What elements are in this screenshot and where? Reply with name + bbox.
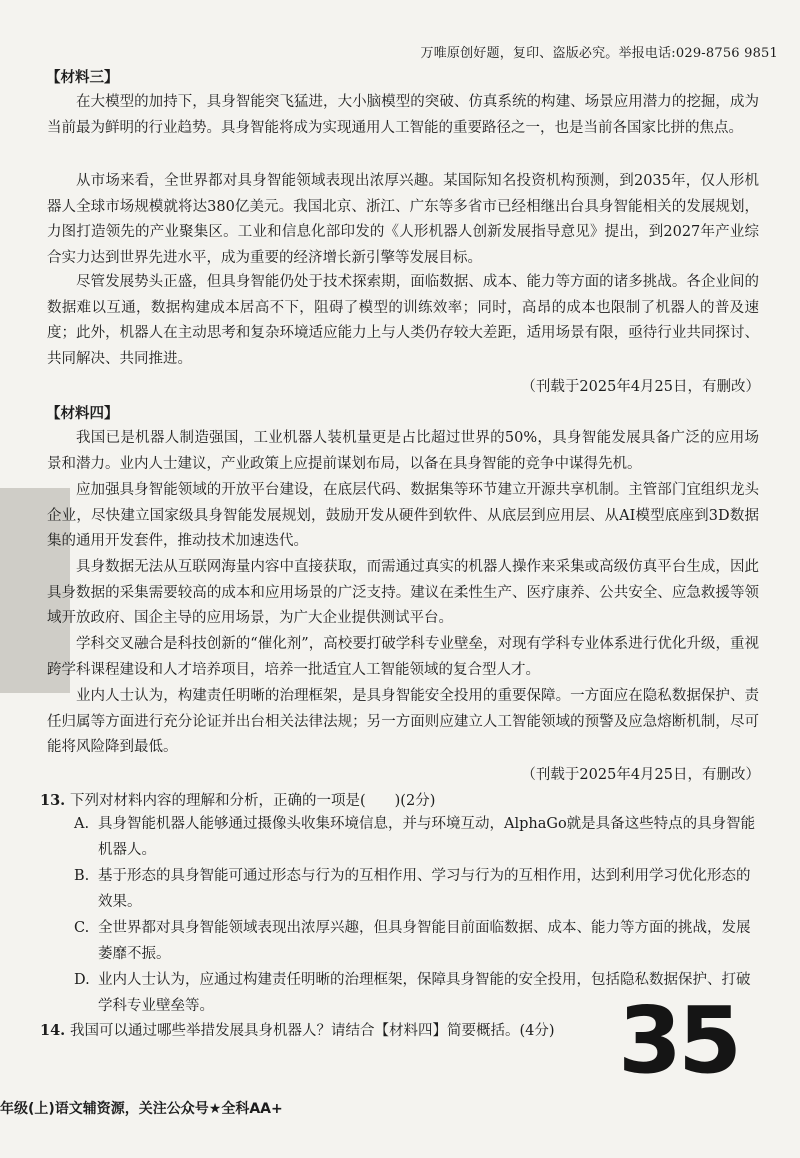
material3-source: （刊载于2025年4月25日，有删改） bbox=[521, 379, 760, 395]
option-text: 业内人士认为，应通过构建责任明晰的治理框架，保障具身智能的安全投用，包括隐私数据保护、打破学科专业壁垒等。 bbox=[98, 972, 751, 1014]
option-letter: A. bbox=[74, 816, 90, 832]
material3-paragraph: 在大模型的加持下，具身智能突飞猛进，大小脑模型的突破、仿真系统的构建、场景应用潜力的挖掘，成为当前最为鲜明的行业趋势。具身智能将成为实现通用人工智能的重要路径之一，也是当前各国家比拼的焦点。 bbox=[47, 94, 759, 136]
question-14 bbox=[40, 1019, 620, 1040]
option-letter: D. bbox=[74, 972, 90, 988]
option-letter: C. bbox=[74, 920, 90, 936]
material3-paragraph: 尽管发展势头正盛，但具身智能仍处于技术探索期，面临数据、成本、能力等方面的诸多挑战。各企业间的数据难以互通，数据构建成本居高不下，阻碍了模型的训练效率；同时，高昂的成本也限制了机器人的普及速度；此外，机器人在主动思考和复杂环境适应能力上与人类仍存较大差距，适用场景有限，亟待行业共同探讨、共同解决、共同推进。 bbox=[47, 274, 759, 367]
option-c[interactable] bbox=[74, 915, 764, 967]
copyright-notice: 万唯原创好题，复印、盗版必究。举报电话:029-8756 9851 bbox=[420, 46, 778, 61]
question-text: 下列对材料内容的理解和分析，正确的一项是( )(2分) bbox=[70, 793, 436, 809]
option-b[interactable] bbox=[74, 863, 764, 915]
question-number: 13. bbox=[40, 792, 66, 809]
material4-paragraph: 学科交叉融合是科技创新的“催化剂”，高校要打破学科专业壁垒，对现有学科专业体系进行优化升级，重视跨学科课程建设和人才培养项目，培养一批适宜人工智能领域的复合型人才。 bbox=[47, 636, 759, 678]
option-text: 具身智能机器人能够通过摄像头收集环境信息，并与环境互动，AlphaGo就是具备这些特点的具身智能机器人。 bbox=[98, 816, 756, 858]
material3-title: 【材料三】 bbox=[46, 69, 119, 86]
material3-paragraph: 从市场来看，全世界都对具身智能领域表现出浓厚兴趣。某国际知名投资机构预测，到2035年，仅人形机器人全球市场规模就将达380亿美元。我国北京、浙江、广东等多省市已经相继出台具身智能相关的发展规划，力图打造领先的产业聚集区。工业和信息化部印发的《人形机器人创新发展指导意见》提出，到2027年产业综合实力达到世界先进水平，成为重要的经济增长新引擎等发展目标。 bbox=[47, 173, 759, 266]
page-number: 35 bbox=[618, 987, 739, 1094]
question-number: 14. bbox=[40, 1022, 66, 1039]
material4-paragraph: 业内人士认为，构建责任明晰的治理框架，是具身智能安全投用的重要保障。一方面应在隐私数据保护、责任归属等方面进行充分论证并出台相关法律法规；另一方面则应建立人工智能领域的预警及应急熔断机制，尽可能将风险降到最低。 bbox=[47, 688, 759, 755]
option-letter: B. bbox=[74, 868, 90, 884]
option-a[interactable] bbox=[74, 811, 764, 863]
question-text: 我国可以通过哪些举措发展具身机器人？请结合【材料四】简要概括。(4分) bbox=[70, 1023, 555, 1039]
material4-title: 【材料四】 bbox=[46, 405, 119, 422]
option-text: 基于形态的具身智能可通过形态与行为的互相作用、学习与行为的互相作用，达到利用学习优化形态的效果。 bbox=[98, 868, 751, 910]
option-text: 全世界都对具身智能领域表现出浓厚兴趣，但具身智能目前面临数据、成本、能力等方面的挑战，发展萎靡不振。 bbox=[98, 920, 751, 962]
footer-text: 年级(上)语文辅资源，关注公众号★全科AA+ bbox=[0, 1101, 283, 1117]
material4-paragraph: 应加强具身智能领域的开放平台建设，在底层代码、数据集等环节建立开源共享机制。主管部门宜组织龙头企业，尽快建立国家级具身智能发展规划，鼓励开发从硬件到软件、从底层到应用层、从AI模型底座到3D数据集的通用开发套件，推动技术加速迭代。 bbox=[47, 482, 759, 549]
material4-paragraph: 具身数据无法从互联网海量内容中直接获取，而需通过真实的机器人操作来采集或高级仿真平台生成，因此具身数据的采集需要较高的成本和应用场景的广泛支持。建议在柔性生产、医疗康养、公共安全、应急救援等领域开放政府、国企主导的应用场景，为广大企业提供测试平台。 bbox=[47, 559, 759, 626]
question-13 bbox=[40, 789, 770, 810]
material4-source: （刊载于2025年4月25日，有删改） bbox=[521, 767, 760, 783]
material4-paragraph: 我国已是机器人制造强国，工业机器人装机量更是占比超过世界的50%，具身智能发展具备广泛的应用场景和潜力。业内人士建议，产业政策上应提前谋划布局，以备在具身智能的竞争中谋得先机。 bbox=[47, 430, 759, 472]
